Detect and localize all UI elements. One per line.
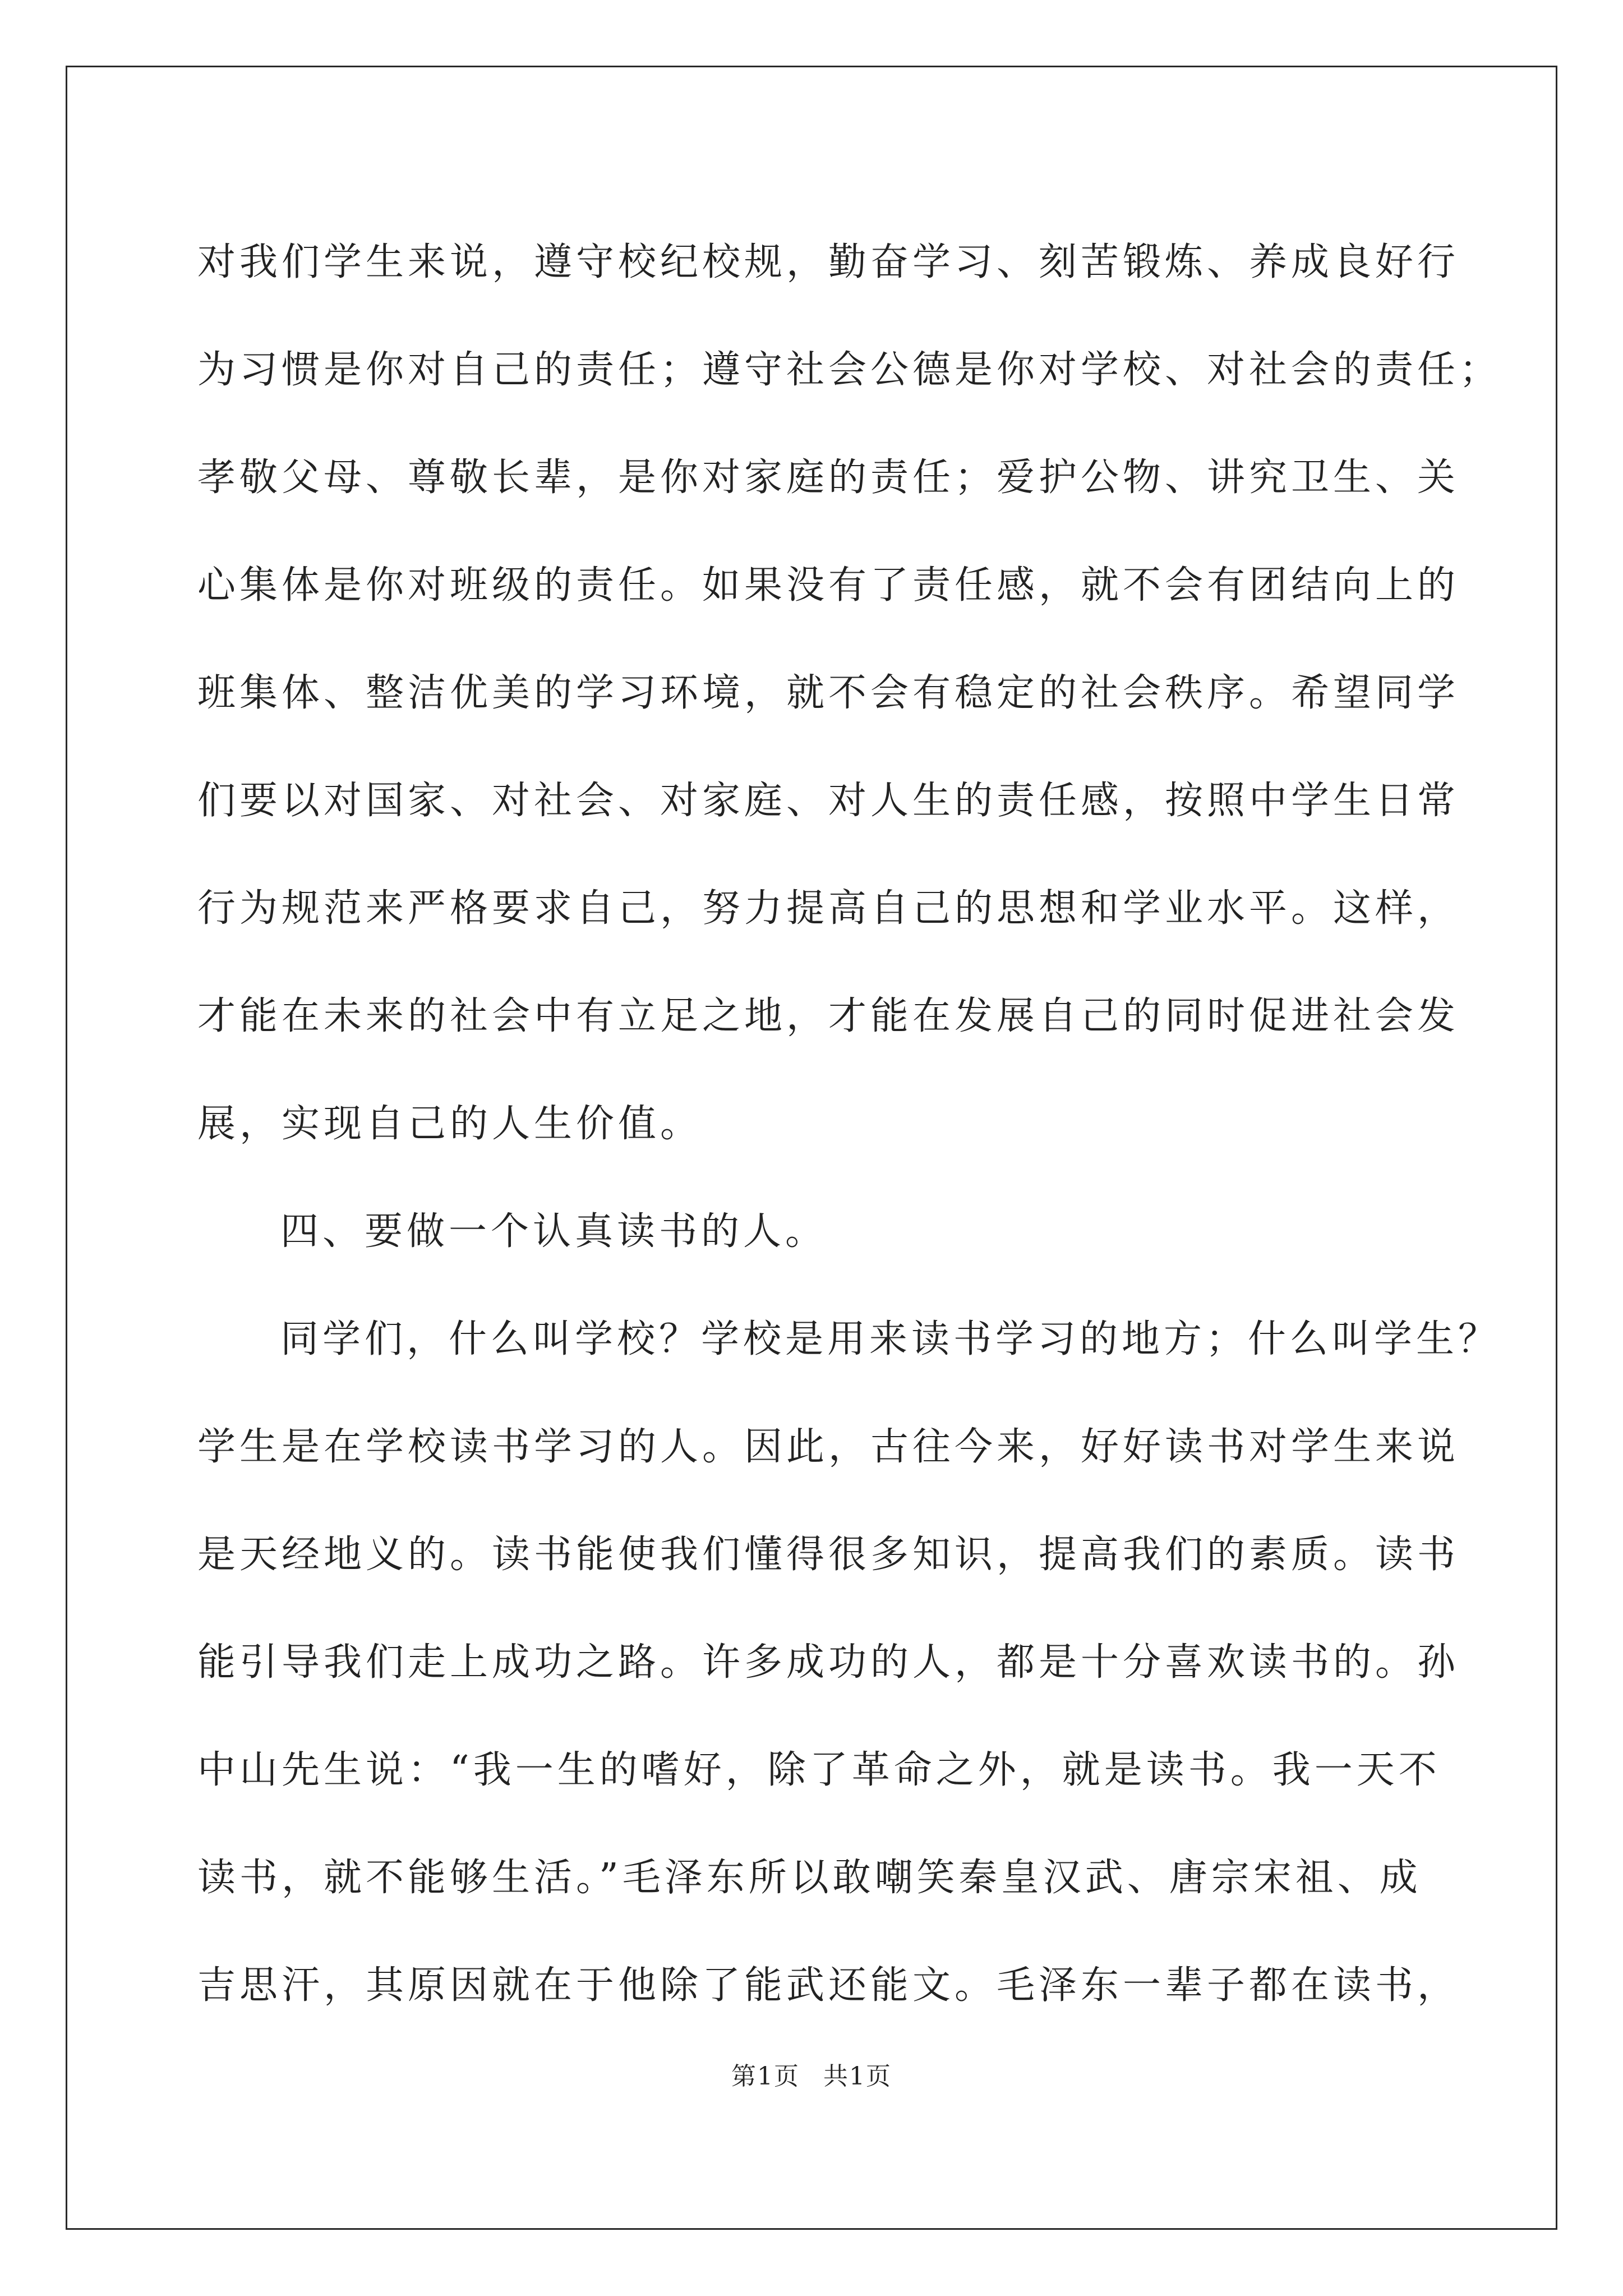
text-line: 学生是在学校读书学习的人。因此，古往今来，好好读书对学生来说 (197, 1425, 1460, 1469)
text-line: 展，实现自己的人生价值。 (197, 1102, 703, 1146)
text-line: 读书，就不能够生活。”毛泽东所以敢嘲笑秦皇汉武、唐宗宋祖、成 (197, 1856, 1422, 1900)
text-line: 四、要做一个认真读书的人。 (280, 1209, 828, 1254)
text-line: 班集体、整洁优美的学习环境，就不会有稳定的社会秩序。希望同学 (197, 671, 1460, 715)
text-line: 中山先生说：“我一生的嗜好，除了革命之外，就是读书。我一天不 (197, 1748, 1441, 1792)
text-line: 心集体是你对班级的责任。如果没有了责任感，就不会有团结向上的 (197, 563, 1460, 608)
text-line: 同学们，什么叫学校？学校是用来读书学习的地方；什么叫学生？ (280, 1317, 1501, 1361)
page-number-total: 共1页 (823, 2062, 892, 2091)
page-number-current: 第1页 (731, 2062, 800, 2091)
text-line: 才能在未来的社会中有立足之地，才能在发展自己的同时促进社会发 (197, 994, 1460, 1038)
text-line: 对我们学生来说，遵守校纪校规，勤奋学习、刻苦锻炼、养成良好行 (197, 240, 1460, 284)
text-line: 是天经地义的。读书能使我们懂得很多知识，提高我们的素质。读书 (197, 1533, 1460, 1577)
page-footer (0, 2060, 1623, 2093)
text-line: 能引导我们走上成功之路。许多成功的人，都是十分喜欢读书的。孙 (197, 1640, 1460, 1685)
text-line: 吉思汗，其原因就在于他除了能武还能文。毛泽东一辈子都在读书， (197, 1963, 1460, 2008)
document-body (197, 209, 1502, 2040)
text-line: 们要以对国家、对社会、对家庭、对人生的责任感，按照中学生日常 (197, 779, 1460, 823)
text-line: 行为规范来严格要求自己，努力提高自己的思想和学业水平。这样， (197, 886, 1460, 931)
text-line: 孝敬父母、尊敬长辈，是你对家庭的责任；爱护公物、讲究卫生、关 (197, 455, 1460, 500)
text-line: 为习惯是你对自己的责任；遵守社会公德是你对学校、对社会的责任； (197, 348, 1502, 392)
